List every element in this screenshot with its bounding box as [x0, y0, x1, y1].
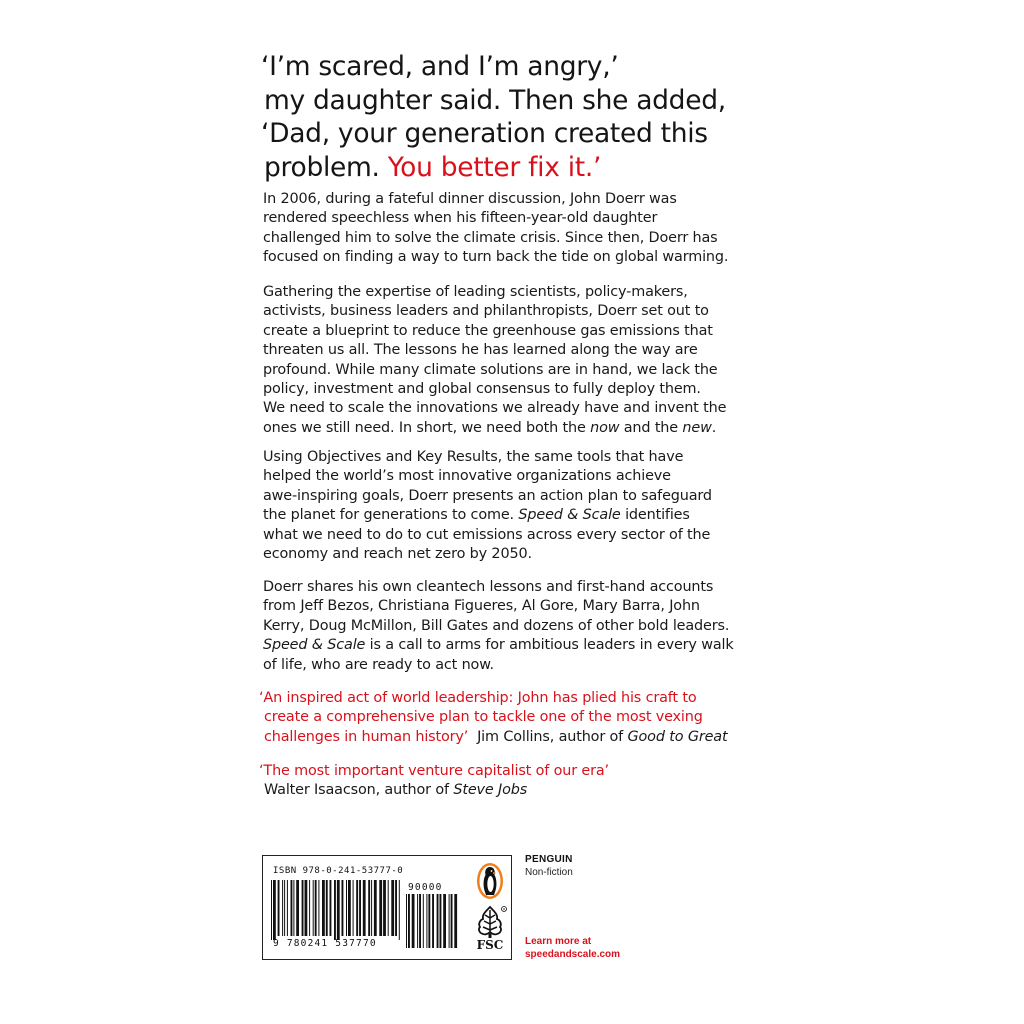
barcode-bar: [287, 880, 288, 936]
paragraph-line: economy and reach net zero by 2050.: [263, 546, 532, 563]
quote-line: [259, 728, 779, 747]
learn-more-block: [525, 935, 620, 961]
paragraph-line: Using Objectives and Key Results, the same tools that have: [263, 449, 684, 465]
barcode-bar: [309, 880, 310, 936]
barcode-bar: [388, 880, 389, 936]
barcode-bar: [273, 880, 276, 940]
quote-attribution: Jim Collins, author of: [477, 728, 628, 745]
paragraph-text: ones we still need. In short, we need both the: [263, 419, 591, 436]
barcode-addon-number: 90000: [408, 882, 443, 893]
svg-text:R: R: [503, 907, 506, 912]
barcode-bar: [399, 880, 400, 940]
paragraph-line: profound. While many climate solutions are in hand, we lack the: [263, 361, 718, 378]
barcode-bar: [291, 880, 293, 936]
learn-more-label: Learn more at: [525, 936, 592, 947]
paragraph-3: [263, 448, 763, 564]
paragraph-line: In 2006, during a fateful dinner discussion, John Doerr was: [263, 191, 677, 207]
barcode-bar: [278, 880, 280, 936]
paragraph-line: policy, investment and global consensus to fully deploy them.: [263, 381, 701, 398]
quote-isaacson: [259, 762, 779, 801]
paragraph-line: Doerr shares his own cleantech lessons and first-hand accounts: [263, 579, 714, 595]
barcode-bar: [315, 880, 317, 936]
italic-new: new: [682, 419, 712, 436]
barcode-bar: [368, 880, 370, 936]
quote-line: create a comprehensive plan to tackle one of the most vexing: [264, 709, 703, 726]
paragraph-line: rendered speechless when his fifteen-year-old daughter: [263, 210, 658, 227]
italic-now: now: [590, 419, 620, 436]
quote-collins: [259, 689, 779, 747]
barcode-bar: [383, 880, 386, 936]
paragraph-line: threaten us all. The lessons he has learned along the way are: [263, 342, 698, 359]
isbn-label: ISBN 978-0-241-53777-0: [273, 866, 404, 876]
fsc-logo-icon: [471, 904, 509, 952]
barcode-main: [271, 880, 403, 940]
barcode-bar: [406, 894, 407, 948]
barcode-bar: [302, 880, 304, 936]
penguin-logo-icon: [475, 861, 505, 901]
barcode-bar: [395, 880, 397, 936]
barcode-bar: [326, 880, 328, 936]
paragraph-line: of life, who are ready to act now.: [263, 656, 494, 673]
headline-line-1: ‘I’m scared, and I’m angry,’: [261, 51, 619, 82]
barcode-bar: [305, 880, 308, 936]
headline: [261, 50, 781, 184]
paragraph-line: activists, business leaders and philanthropists, Doerr set out to: [263, 303, 709, 320]
paragraph-text: is a call to arms for ambitious leaders in every walk: [365, 637, 734, 654]
paragraph-line: [263, 636, 763, 655]
barcode-bar: [356, 880, 358, 936]
paragraph-line: We need to scale the innovations we already have and invent the: [263, 400, 727, 417]
barcode-bar: [296, 880, 299, 936]
barcode-bar: [313, 880, 314, 936]
paragraph-line: Kerry, Doug McMillon, Bill Gates and dozens of other bold leaders.: [263, 617, 730, 634]
barcode-bar: [342, 880, 344, 936]
website-link[interactable]: speedandscale.com: [525, 949, 621, 960]
paragraph-line: awe-inspiring goals, Doerr presents an action plan to safeguard: [263, 487, 712, 504]
barcode-bar: [271, 880, 272, 940]
barcode-bar: [451, 894, 453, 948]
barcode-number: 9 780241 537770: [273, 938, 377, 949]
paragraph-line: [263, 506, 763, 525]
barcode-bar: [428, 894, 430, 948]
paragraph-line: challenged him to solve the climate crisis. Since then, Doerr has: [263, 229, 718, 246]
barcode-bar: [417, 894, 418, 948]
quote-attribution: Walter Isaacson, author of: [264, 782, 454, 799]
barcode-bar: [440, 894, 442, 948]
paragraph-text: .: [711, 419, 717, 436]
paragraph-line: from Jeff Bezos, Christiana Figueres, Al Gore, Mary Barra, John: [263, 598, 700, 615]
barcode-bar: [363, 880, 366, 936]
barcode-bar: [322, 880, 325, 936]
barcode-bar: [454, 894, 457, 948]
barcode-bar: [293, 880, 294, 936]
paragraph-line: helped the world’s most innovative organizations achieve: [263, 468, 671, 485]
barcode-bar: [432, 894, 434, 948]
barcode-bar: [353, 880, 354, 936]
publisher-category: Non-fiction: [525, 867, 573, 878]
publisher-name: PENGUIN: [525, 854, 573, 865]
barcode-bar: [408, 894, 410, 948]
barcode-bar: [419, 894, 421, 948]
barcode-bar: [348, 880, 351, 936]
headline-line-2: my daughter said. Then she added,: [264, 84, 726, 116]
book-title: Speed & Scale: [263, 637, 366, 654]
quote-text: challenges in human history’: [264, 728, 469, 745]
barcode-bar: [412, 894, 415, 948]
headline-line-3: ‘Dad, your generation created this: [261, 118, 708, 149]
headline-problem-text: problem.: [264, 151, 388, 183]
paragraph-line: focused on finding a way to turn back the tide on global warming.: [263, 249, 729, 266]
barcode-bar: [337, 880, 340, 940]
barcode-bar: [437, 894, 439, 948]
barcode-bar: [371, 880, 372, 936]
paragraph-line: create a blueprint to reduce the greenhouse gas emissions that: [263, 322, 713, 339]
barcode-panel: [262, 855, 512, 960]
quote-line: ‘An inspired act of world leadership: John has plied his craft to: [259, 690, 697, 706]
barcode-addon: [406, 894, 458, 948]
paragraph-line: what we need to do to cut emissions across every sector of the: [263, 526, 711, 543]
barcode-bar: [318, 880, 319, 936]
quote-line: [259, 781, 779, 800]
headline-line-4: [261, 151, 781, 185]
barcode-bar: [379, 880, 382, 936]
barcode-bar: [334, 880, 336, 940]
paragraph-line: [263, 419, 763, 438]
quote-line: ‘The most important venture capitalist of our era’: [259, 763, 609, 779]
barcode-bar: [282, 880, 283, 936]
barcode-bar: [284, 880, 285, 936]
paragraph-4: [263, 578, 763, 675]
paragraph-text: identifies: [620, 507, 690, 524]
barcode-bar: [346, 880, 347, 936]
paragraph-line: Gathering the expertise of leading scientists, policy-makers,: [263, 284, 688, 300]
fsc-label: FSC: [476, 938, 504, 952]
barcode-bar: [391, 880, 394, 936]
barcode-bar: [423, 894, 424, 948]
publisher-block: [525, 854, 573, 878]
book-title: Speed & Scale: [518, 507, 621, 524]
barcode-bar: [426, 894, 427, 948]
paragraph-1: [263, 190, 763, 268]
paragraph-2: [263, 283, 763, 438]
book-title: Good to Great: [627, 728, 728, 745]
headline-red-text: You better fix it.’: [387, 151, 602, 183]
barcode-bar: [374, 880, 377, 936]
barcode-bar: [449, 894, 450, 948]
barcode-bar: [359, 880, 361, 936]
book-title: Steve Jobs: [453, 782, 528, 799]
barcode-bar: [443, 894, 446, 948]
paragraph-text: the planet for generations to come.: [263, 507, 519, 524]
barcode-bar: [330, 880, 332, 936]
paragraph-text: and the: [619, 419, 683, 436]
